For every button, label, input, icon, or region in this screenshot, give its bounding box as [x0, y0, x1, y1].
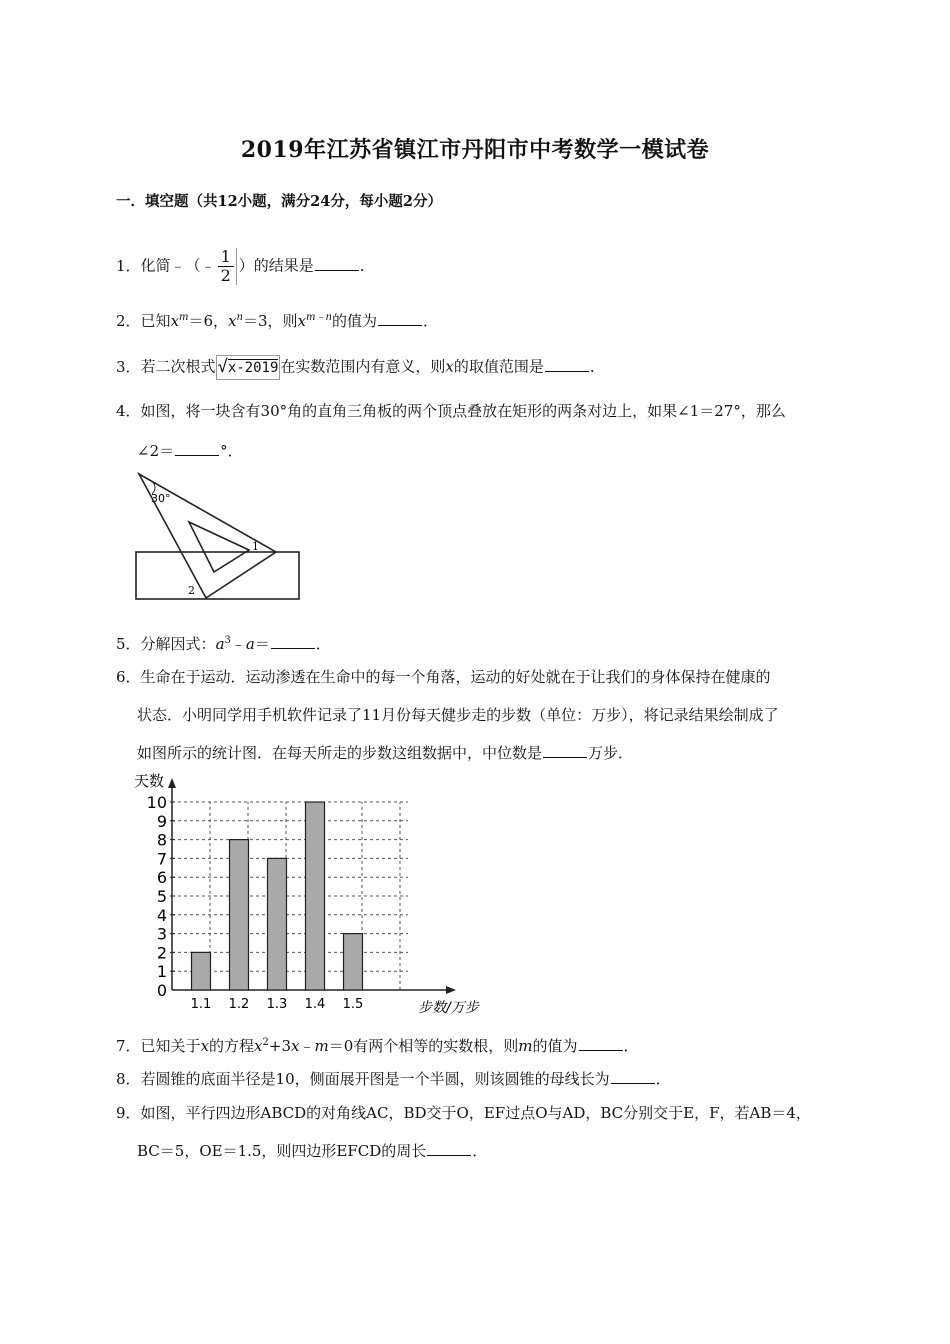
question-4: 4．如图，将一块含有30°角的直角三角板的两个顶点叠放在矩形的两条对边上，如果∠1＝27°，那么	[116, 402, 786, 420]
y-tick-label: 1	[156, 962, 167, 982]
y-tick-label: 8	[156, 830, 167, 850]
section-heading: 一．填空题（共12小题，满分24分，每小题2分）	[116, 193, 442, 210]
x-tick-label: 1.1	[190, 997, 212, 1012]
answer-blank[interactable]	[427, 1141, 471, 1156]
answer-blank[interactable]	[315, 256, 359, 271]
y-tick-label: 6	[156, 868, 167, 888]
question-1: 1．化简﹣（﹣ $\frac{1}{2}$ ）的结果是 ．	[116, 247, 375, 285]
bar	[268, 858, 287, 990]
page-title: 2019年江苏省镇江市丹阳市中考数学一模试卷	[240, 137, 710, 163]
bar	[230, 840, 249, 990]
answer-blank[interactable]	[545, 357, 589, 372]
y-tick-label: 5	[156, 887, 167, 906]
bar	[192, 952, 211, 990]
angle-1-label: 1	[252, 540, 259, 553]
square-root: √x-2019	[216, 355, 281, 380]
question-5: 5．分解因式：$a^3﹣a=$ ．	[116, 635, 331, 653]
question-number: 1．	[116, 256, 141, 275]
x-axis-arrow	[446, 986, 456, 994]
bar	[344, 934, 363, 990]
question-3: 3．若二次根式 √x-2019 在实数范围内有意义，则x的取值范围是 ．	[116, 355, 605, 380]
y-tick-label: 9	[156, 811, 167, 831]
y-tick-label: 0	[156, 981, 167, 1000]
y-tick-label: 4	[156, 905, 167, 925]
answer-blank[interactable]	[579, 1036, 623, 1051]
y-axis-arrow	[168, 778, 176, 788]
y-tick-label: 7	[156, 849, 167, 869]
question-9-line2: BC＝5，OE＝1.5，则四边形EFCD的周长 ．	[137, 1142, 488, 1160]
y-tick-label: 10	[146, 793, 167, 812]
y-tick-label: 2	[156, 943, 167, 963]
question-2: 2．已知$x^m=6$，$x^n=3$，则$x^{m﹣n}$的值为 ．	[116, 312, 438, 330]
answer-blank[interactable]	[378, 311, 422, 326]
question-6-line2: 状态．小明同学用手机软件记录了11月份每天健步走的步数（单位：万步），将记录结果绘制成了	[137, 706, 779, 724]
angle-2-label: 2	[188, 584, 195, 597]
x-axis-label: 步数/万步	[418, 1000, 479, 1016]
rectangle-shape	[136, 552, 299, 599]
question-6-line3: 如图所示的统计图．在每天所走的步数这组数据中，中位数是 万步．	[137, 744, 634, 762]
triangle-rectangle-figure	[134, 470, 304, 602]
inner-triangle	[189, 522, 249, 572]
x-tick-label: 1.4	[304, 997, 326, 1012]
steps-bar-chart	[132, 770, 479, 1020]
question-4-line2: ∠2＝ °．	[137, 442, 243, 460]
answer-blank[interactable]	[271, 634, 315, 649]
fraction: $\frac{1}{2}$	[218, 248, 237, 285]
x-tick-label: 1.2	[228, 997, 250, 1012]
question-8: 8．若圆锥的底面半径是10，侧面展开图是一个半圆，则该圆锥的母线长为 ．	[116, 1070, 671, 1088]
y-axis-label: 天数	[134, 772, 165, 790]
answer-blank[interactable]	[543, 743, 587, 758]
answer-blank[interactable]	[175, 441, 219, 456]
angle-30-label: 30°	[151, 492, 171, 505]
question-9: 9．如图，平行四边形ABCD的对角线AC，BD交于O，EF过点O与AD，BC分别交于E，F，若AB＝4，	[116, 1104, 811, 1122]
x-tick-label: 1.5	[342, 997, 364, 1012]
x-tick-label: 1.3	[266, 997, 288, 1012]
y-tick-label: 3	[156, 924, 167, 944]
question-6: 6．生命在于运动．运动渗透在生命中的每一个角落，运动的好处就在于让我们的身体保持在健康的	[116, 668, 771, 686]
answer-blank[interactable]	[611, 1069, 655, 1084]
bar	[306, 802, 325, 990]
question-7: 7．已知关于x的方程$x^2+3x﹣m=0$有两个相等的实数根，则m的值为 ．	[116, 1037, 639, 1055]
